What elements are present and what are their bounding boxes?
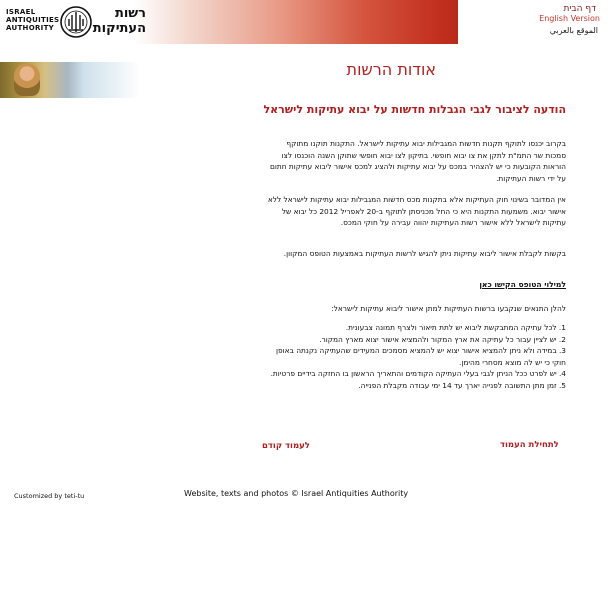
paragraph-3: בקשות לקבלת אישור ליבוא עתיקות ניתן להגיש לרשות העתיקות באמצעות הטופס המקוון. (283, 249, 566, 258)
section-title: אודות הרשות (346, 60, 436, 79)
logo-he-line1: רשות (114, 6, 146, 21)
header-nav-panel (458, 0, 608, 44)
paragraph-1: בקרוב יכנסו לתוקף תקנות חדשות המגבילות יבוא עתיקות לישראל. התקנות תוקנו מתוקף סמכות שר התמ"ת לתקן את צו יבוא חופשי. בתיקון לצו יבוא חופשי שתוקן השנה הוכנסו לצו הוראות הקובעות כי יש להצהיר במכס על יבוא עתיקות ולהציג למכס אישור ליבוא עתיקות חתום על ידי רשות העתיקות. (269, 139, 566, 183)
list-item: 3. במידה ולא ניתן להמציא אישור יצוא יש להמציא מסמכים המעידים שהעתיקה נקנתה באופן חוקי כי יש לה מוצא מסחרי מהימן. (276, 346, 566, 367)
nav-home-link[interactable]: דף הבית (563, 4, 596, 14)
logo-en-line1: ISRAEL (6, 8, 36, 16)
footer-copyright: Website, texts and photos © Israel Antiquities Authority (184, 489, 409, 498)
list-item: 2. יש לציין עבור כל עתיקה את ארץ המקור ולהמציא אישור יצוא מארץ המקור. (319, 334, 566, 344)
list-item: 5. זמן מתן התשובה לפנייה יארך עד 14 ימי עבודה מקבלת הפנייה. (358, 380, 566, 390)
list-item: 4. יש לפרט ככל הניתן לגבי בעלי העתיקה הקודמים והתאריך הראשון בו החזקה בידיים פרטיות. (270, 369, 566, 378)
logo-he-line2: העתיקות (92, 21, 146, 36)
nav-arabic-link[interactable]: الموقع بالعربي (549, 26, 598, 35)
conditions-intro: להלן התנאים שנקבעו ברשות העתיקות למתן אישור ליבוא עתיקות לישראל: (331, 304, 566, 313)
back-to-top-link[interactable]: לתחילת העמוד (500, 440, 559, 450)
notice-title: הודעה לציבור לגבי הגבלות חדשות על יבוא עתיקות לישראל (263, 103, 566, 116)
logo-text-hebrew[interactable] (94, 6, 146, 36)
list-item: 1. לכל עתיקה המתבקשת ליבוא יש לתת תיאור ולצרף תמונה צבעונית. (345, 323, 566, 332)
authority-emblem-icon[interactable] (60, 6, 92, 38)
online-form-link[interactable]: למילוי הטופס הקישו כאן (479, 280, 566, 289)
logo-en-line3: AUTHORITY (6, 24, 55, 32)
nav-english-link[interactable]: English Version (539, 14, 600, 23)
logo-en-line2: ANTIQUITIES (6, 16, 60, 24)
paragraph-2: אין המדובר בשינוי חוק העתיקות אלא בתקנות מכס חדשות המגבילות יבוא עתיקות לישראל ללא אישור יבוא. משמעות התקנות היא כי החל מכניסתן לתוקף ב-20 לאפריל 2012 כל יבוא של עתיקות לישראל ללא אישור רשות העתיקות יהווה עבירה על חוקי המכס. (267, 195, 566, 227)
footer-credit: Customized by teti-tu (14, 492, 85, 500)
previous-page-link[interactable]: לעמוד קודם (262, 441, 310, 451)
conditions-list (266, 322, 566, 391)
logo-text-english[interactable] (6, 8, 60, 32)
photo-figure-icon (14, 64, 40, 96)
